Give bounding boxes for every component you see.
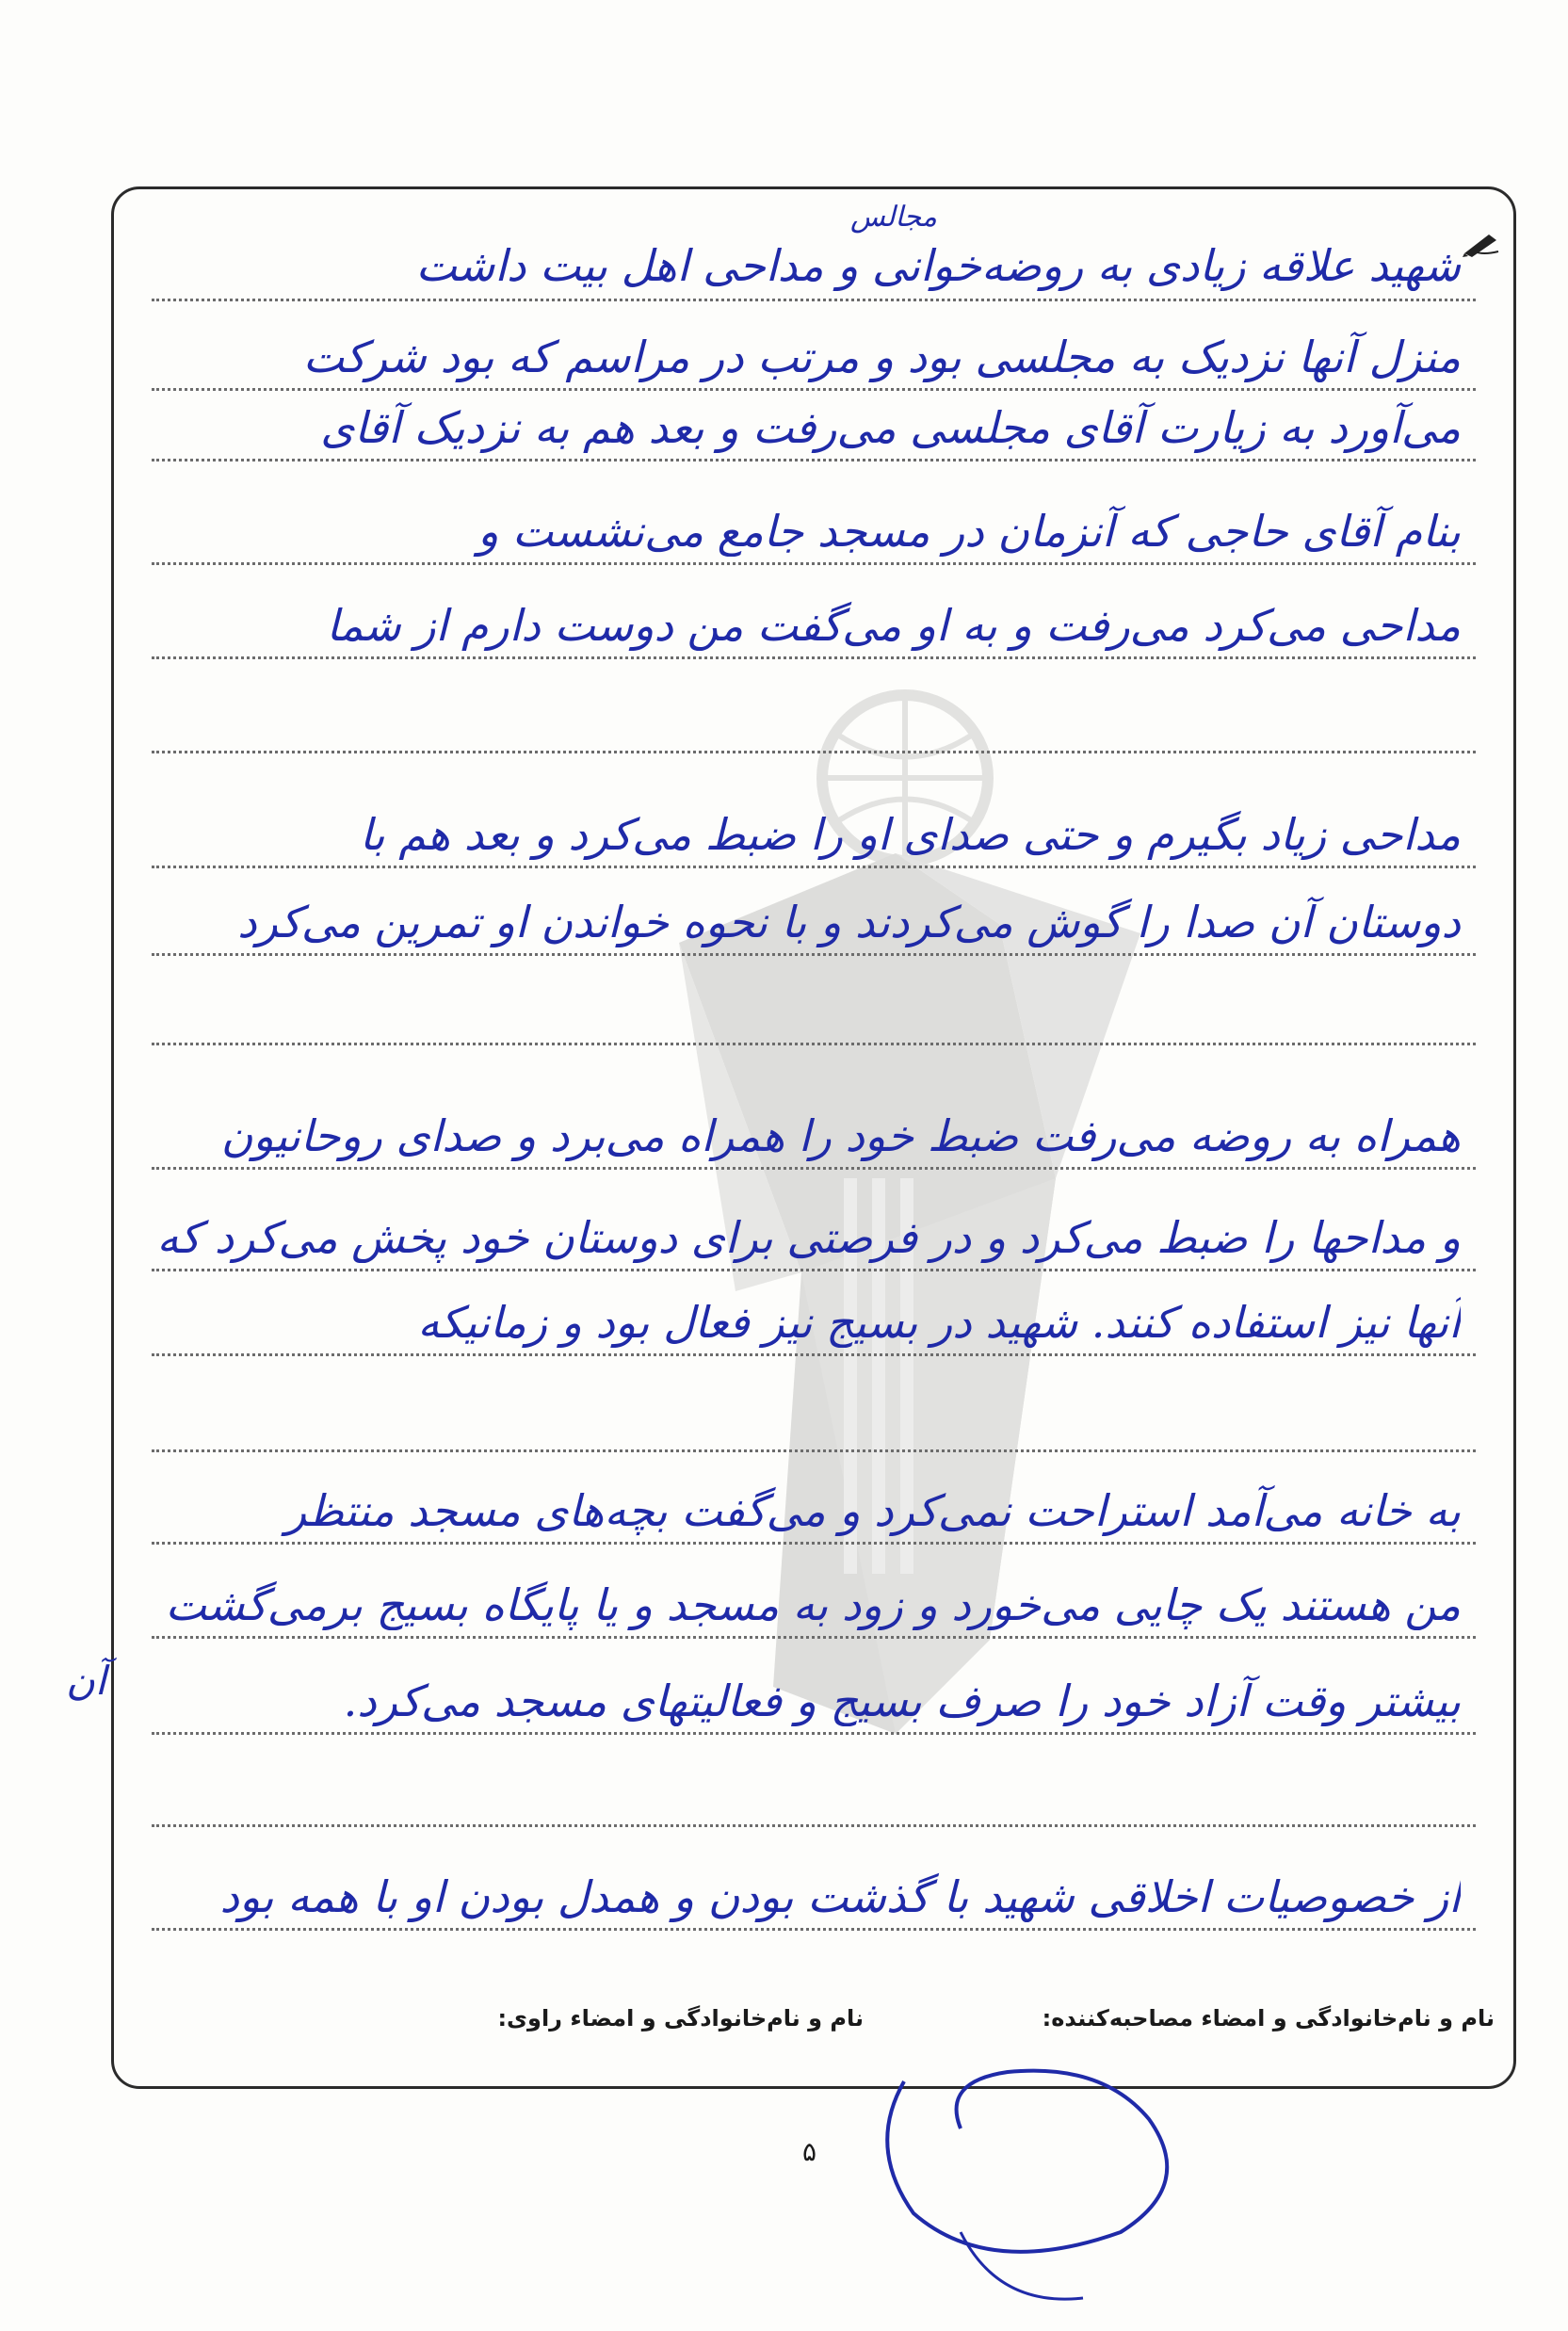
handwritten-line-14: از خصوصیات اخلاقی شهید با گذشت بودن و همدل بودن او با همه بود [219, 1871, 1461, 1922]
handwritten-line-4: بنام آقای حاجی که آنزمان در مسجد جامع می‌نشست و [477, 506, 1461, 557]
ruled-line-2 [152, 388, 1476, 391]
ruled-line-11 [152, 1269, 1476, 1271]
handwritten-top-note: مجالس [850, 201, 937, 234]
ruled-line-3 [152, 459, 1476, 461]
narrator-signature-label: نام و نام‌خانوادگی و امضاء راوی: [497, 2005, 864, 2032]
ruled-line-9 [152, 1043, 1476, 1045]
interviewer-signature-label: نام و نام‌خانوادگی و امضاء مصاحبه‌کننده: [1042, 2005, 1495, 2032]
ruled-line-6 [152, 751, 1476, 753]
ruled-line-12 [152, 1353, 1476, 1356]
ruled-line-13 [152, 1449, 1476, 1452]
ruled-line-18 [152, 1928, 1476, 1931]
handwritten-margin-note: آن [66, 1658, 106, 1704]
handwritten-line-2: منزل آنها نزدیک به مجلسی بود و مرتب در مراسم که بود شرکت [302, 332, 1461, 382]
handwritten-signature [848, 2044, 1205, 2326]
ruled-line-10 [152, 1167, 1476, 1170]
handwritten-line-3: می‌آورد به زیارت آقای مجلسی می‌رفت و بعد هم به نزدیک آقای [320, 402, 1461, 453]
ruled-line-5 [152, 656, 1476, 659]
handwritten-line-12: من هستند یک چایی می‌خورد و زود به مسجد و یا پایگاه بسیج برمی‌گشت [165, 1579, 1461, 1630]
handwritten-line-5: مداحی می‌کرد می‌رفت و به او می‌گفت من دوست دارم از شما [326, 600, 1461, 651]
ruled-line-8 [152, 953, 1476, 956]
handwritten-line-9: و مداحها را ضبط می‌کرد و در فرصتی برای دوستان خود پخش می‌کرد که [156, 1212, 1461, 1263]
ruled-line-14 [152, 1542, 1476, 1545]
page-number: ۵ [802, 2136, 817, 2167]
lined-page-frame [111, 186, 1516, 2089]
handwritten-line-1: شهید علاقه زیادی به روضه‌خوانی و مداحی اهل بیت داشت [415, 240, 1461, 291]
handwritten-line-13: بیشتر وقت آزاد خود را صرف بسیج و فعالیتهای مسجد می‌کرد. [343, 1675, 1461, 1726]
handwritten-line-7: دوستان آن صدا را گوش می‌کردند و با نحوه خواندن او تمرین می‌کرد [237, 897, 1461, 947]
handwritten-line-6: مداحی زیاد بگیرم و حتی صدای او را ضبط می‌کرد و بعد هم با [359, 809, 1461, 860]
ruled-line-15 [152, 1636, 1476, 1639]
handwritten-line-8: همراه به روضه می‌رفت ضبط خود را همراه می‌برد و صدای روحانیون [220, 1110, 1461, 1161]
ruled-line-7 [152, 866, 1476, 868]
handwritten-line-10: آنها نیز استفاده کنند. شهید در بسیج نیز فعال بود و زمانیکه [417, 1297, 1461, 1348]
ruled-line-4 [152, 562, 1476, 565]
ruled-line-17 [152, 1824, 1476, 1827]
ruled-line-16 [152, 1732, 1476, 1735]
pen-writing-icon [1461, 229, 1500, 257]
handwritten-line-11: به خانه می‌آمد استراحت نمی‌کرد و می‌گفت بچه‌های مسجد منتظر [285, 1485, 1461, 1536]
ruled-line-1 [152, 299, 1476, 301]
